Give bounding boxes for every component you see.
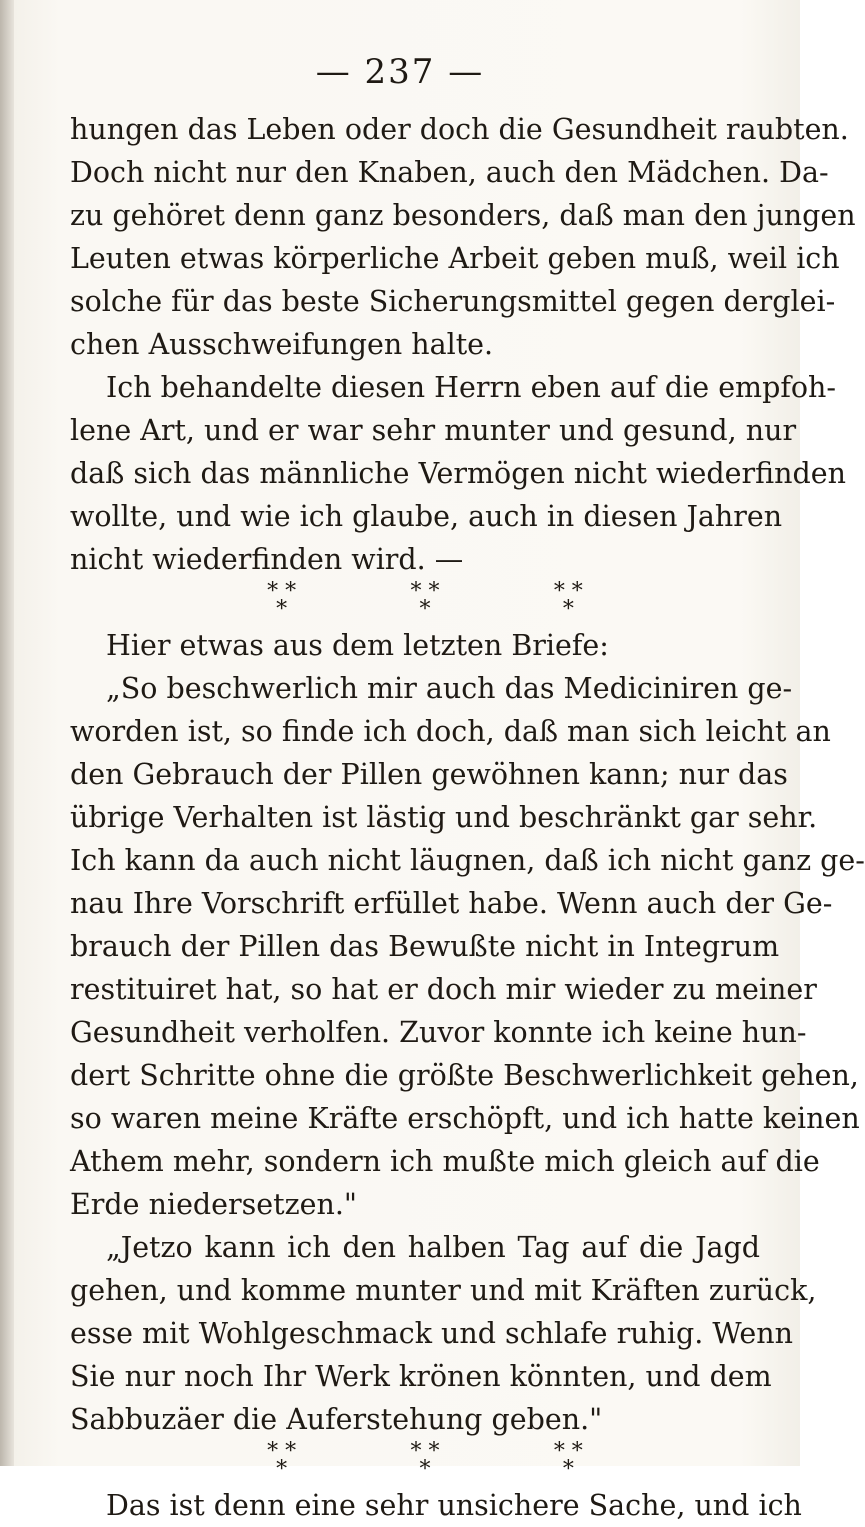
asterism-ornament: * * * [553, 579, 583, 622]
text-line: den Gebrauch der Pillen gewöhnen kann; nur das [70, 758, 788, 791]
asterism-ornament: * * * [553, 1439, 583, 1482]
section-divider [70, 1441, 760, 1484]
text-line: gehen, und komme munter und mit Kräften zurück, [70, 1274, 817, 1307]
text-line: lene Art, und er war sehr munter und gesund, nur [70, 414, 797, 447]
section-divider [70, 581, 760, 624]
text-line: Gesundheit verholfen. Zuvor konnte ich keine hun- [70, 1016, 807, 1049]
text-line: zu gehöret denn ganz besonders, daß man den jungen [70, 199, 856, 232]
body-text [70, 108, 865, 1527]
paragraph-4 [70, 1226, 817, 1441]
text-line: übrige Verhalten ist lästig und beschränkt gar sehr. [70, 801, 818, 834]
paragraph-5 [70, 1484, 802, 1527]
text-line: Das ist denn eine sehr unsichere Sache, und ich [106, 1489, 802, 1522]
text-line: Sabbuzäer die Auferstehung geben." [70, 1403, 603, 1436]
text-line: chen Ausschweifungen halte. [70, 328, 494, 361]
text-line: esse mit Wohlgeschmack und schlafe ruhig. Wenn [70, 1317, 793, 1350]
asterism-ornament: * * * [267, 1439, 297, 1482]
page-spine-shadow [0, 0, 14, 1466]
text-line: worden ist, so finde ich doch, daß man sich leicht an [70, 715, 831, 748]
paragraph-3 [70, 624, 865, 1226]
paragraph-1 [70, 108, 856, 366]
text-line: Ich kann da auch nicht läugnen, daß ich nicht ganz ge- [70, 844, 865, 877]
text-line: Ich behandelte diesen Herrn eben auf die empfoh- [106, 371, 837, 404]
paragraph-2 [70, 366, 846, 581]
asterism-ornament: * * * [410, 1439, 440, 1482]
text-line: solche für das beste Sicherungsmittel gegen derglei- [70, 285, 836, 318]
text-line: restituiret hat, so hat er doch mir wieder zu meiner [70, 973, 817, 1006]
page-number: — 237 — [315, 52, 485, 92]
text-line: Athem mehr, sondern ich mußte mich gleich auf die [70, 1145, 820, 1178]
text-line: hungen das Leben oder doch die Gesundheit raubten. [70, 113, 849, 146]
asterism-ornament: * * * [410, 579, 440, 622]
text-line: „So beschwerlich mir auch das Mediciniren ge- [106, 672, 793, 705]
asterism-ornament: * * * [267, 579, 297, 622]
text-line: Sie nur noch Ihr Werk krönen könnten, und dem [70, 1360, 772, 1393]
text-line: so waren meine Kräfte erschöpft, und ich hatte keinen [70, 1102, 860, 1135]
text-line: nau Ihre Vorschrift erfüllet habe. Wenn auch der Ge- [70, 887, 833, 920]
text-line: „Jetzo kann ich den halben Tag auf die Jagd [106, 1231, 760, 1264]
text-line: nicht wiederfinden wird. — [70, 543, 464, 576]
text-line: Doch nicht nur den Knaben, auch den Mädchen. Da- [70, 156, 829, 189]
text-line: brauch der Pillen das Bewußte nicht in Integrum [70, 930, 780, 963]
text-line: dert Schritte ohne die größte Beschwerlichkeit gehen, [70, 1059, 859, 1092]
text-line: Leuten etwas körperliche Arbeit geben muß, weil ich [70, 242, 840, 275]
text-line: wollte, und wie ich glaube, auch in diesen Jahren [70, 500, 783, 533]
text-line: Erde niedersetzen." [70, 1188, 358, 1221]
text-line: daß sich das männliche Vermögen nicht wiederfinden [70, 457, 846, 490]
text-line: Hier etwas aus dem letzten Briefe: [106, 629, 609, 662]
